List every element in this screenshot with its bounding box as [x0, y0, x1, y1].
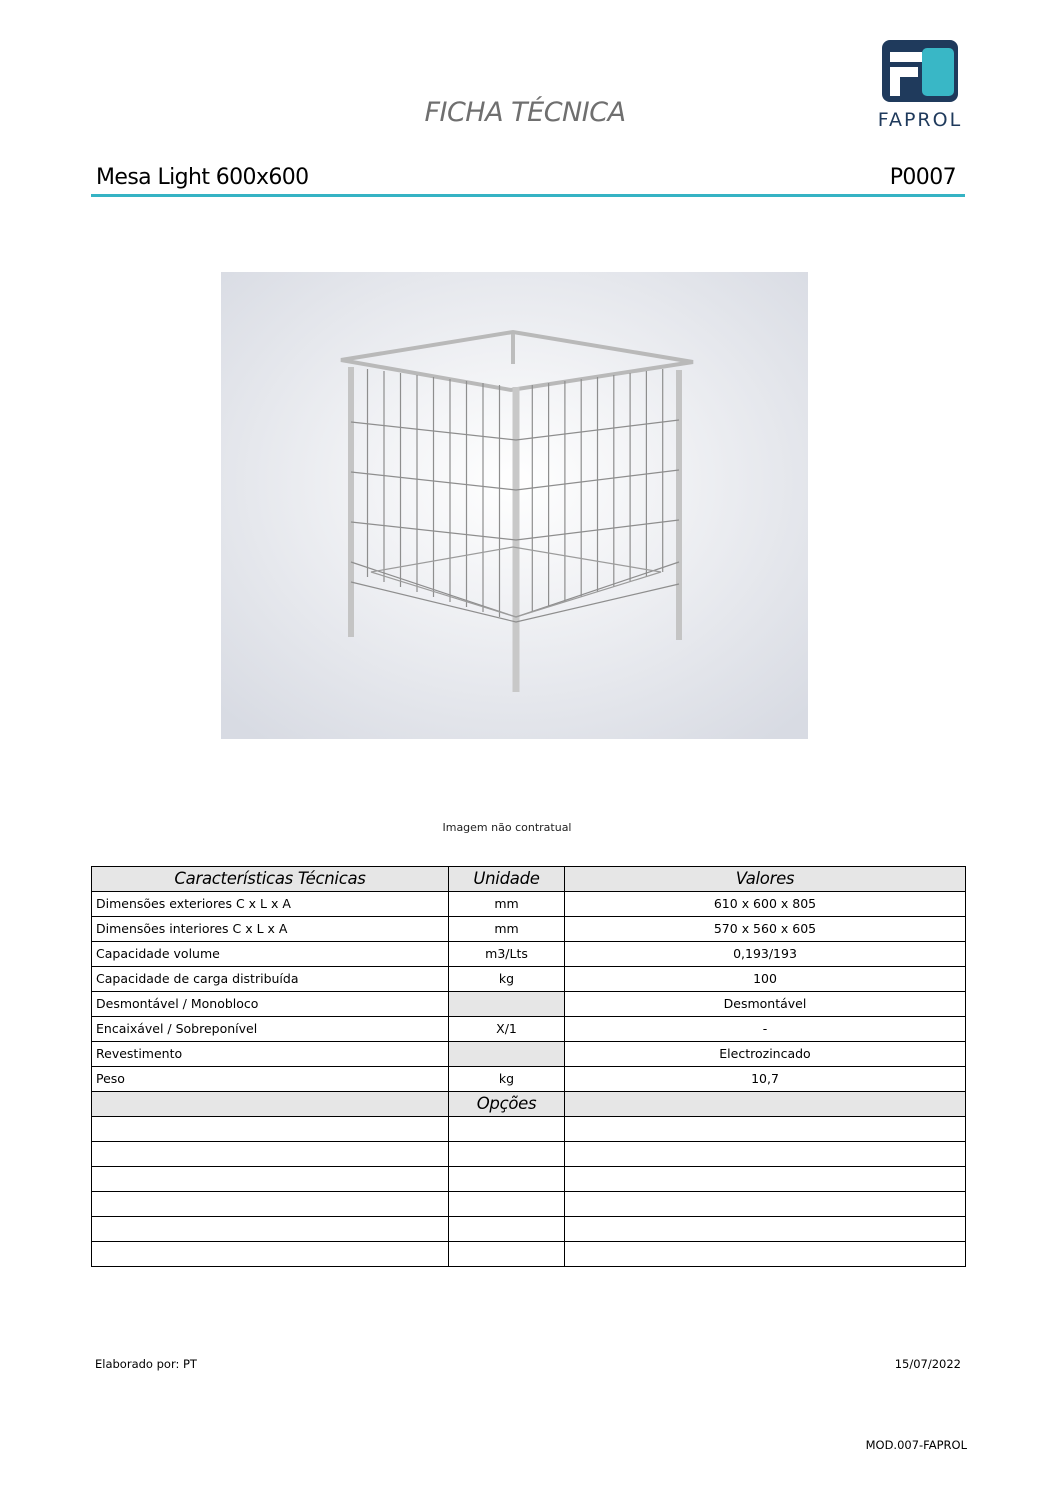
row-unit: kg — [449, 1067, 565, 1092]
document-title: FICHA TÉCNICA — [424, 97, 626, 128]
row-label: Revestimento — [92, 1042, 449, 1067]
header-characteristics: Características Técnicas — [92, 867, 449, 892]
product-code: P0007 — [889, 165, 956, 190]
options-cell — [565, 1092, 966, 1117]
prepared-by: Elaborado por: PT — [95, 1357, 197, 1371]
table-row — [92, 967, 966, 992]
row-label: Capacidade volume — [92, 942, 449, 967]
empty-cell — [449, 1192, 565, 1217]
form-code: MOD.007-FAPROL — [865, 1438, 967, 1452]
empty-cell — [449, 1117, 565, 1142]
header-unit: Unidade — [449, 867, 565, 892]
empty-cell — [92, 1217, 449, 1242]
empty-option-row — [92, 1192, 966, 1217]
empty-cell — [449, 1167, 565, 1192]
table-row — [92, 1017, 966, 1042]
empty-option-row — [92, 1142, 966, 1167]
table-row — [92, 1067, 966, 1092]
empty-option-row — [92, 1117, 966, 1142]
empty-cell — [92, 1117, 449, 1142]
empty-cell — [449, 1242, 565, 1267]
options-label: Opções — [449, 1092, 565, 1117]
row-value: 10,7 — [565, 1067, 966, 1092]
product-image — [221, 272, 808, 739]
header-values: Valores — [565, 867, 966, 892]
empty-cell — [92, 1167, 449, 1192]
options-cell — [92, 1092, 449, 1117]
row-label: Peso — [92, 1067, 449, 1092]
empty-cell — [449, 1217, 565, 1242]
empty-cell — [565, 1242, 966, 1267]
empty-cell — [449, 1142, 565, 1167]
row-unit — [449, 992, 565, 1017]
empty-option-row — [92, 1217, 966, 1242]
row-value: - — [565, 1017, 966, 1042]
table-row — [92, 917, 966, 942]
table-row — [92, 892, 966, 917]
row-unit: X/1 — [449, 1017, 565, 1042]
row-unit — [449, 1042, 565, 1067]
empty-cell — [565, 1167, 966, 1192]
empty-cell — [565, 1117, 966, 1142]
row-unit: kg — [449, 967, 565, 992]
row-label: Encaixável / Sobreponível — [92, 1017, 449, 1042]
row-label: Dimensões exteriores C x L x A — [92, 892, 449, 917]
faprol-logo — [870, 40, 970, 132]
spec-table — [91, 866, 966, 1267]
table-row — [92, 992, 966, 1017]
row-value: 0,193/193 — [565, 942, 966, 967]
row-unit: mm — [449, 892, 565, 917]
title-underline — [91, 194, 965, 197]
empty-cell — [565, 1217, 966, 1242]
row-label: Dimensões interiores C x L x A — [92, 917, 449, 942]
product-name: Mesa Light 600x600 — [96, 165, 309, 190]
row-value: 570 x 560 x 605 — [565, 917, 966, 942]
empty-cell — [565, 1142, 966, 1167]
document-date: 15/07/2022 — [894, 1357, 961, 1371]
image-disclaimer: Imagem não contratual — [442, 821, 572, 834]
row-label: Desmontável / Monobloco — [92, 992, 449, 1017]
row-unit: m3/Lts — [449, 942, 565, 967]
row-value: Desmontável — [565, 992, 966, 1017]
table-row — [92, 1042, 966, 1067]
empty-cell — [92, 1242, 449, 1267]
table-row — [92, 942, 966, 967]
logo-text: FAPROL — [877, 109, 963, 131]
row-value: 100 — [565, 967, 966, 992]
empty-cell — [565, 1192, 966, 1217]
row-unit: mm — [449, 917, 565, 942]
row-value: Electrozincado — [565, 1042, 966, 1067]
empty-cell — [92, 1142, 449, 1167]
empty-option-row — [92, 1167, 966, 1192]
options-row — [92, 1092, 966, 1117]
empty-cell — [92, 1192, 449, 1217]
empty-option-row — [92, 1242, 966, 1267]
row-label: Capacidade de carga distribuída — [92, 967, 449, 992]
row-value: 610 x 600 x 805 — [565, 892, 966, 917]
